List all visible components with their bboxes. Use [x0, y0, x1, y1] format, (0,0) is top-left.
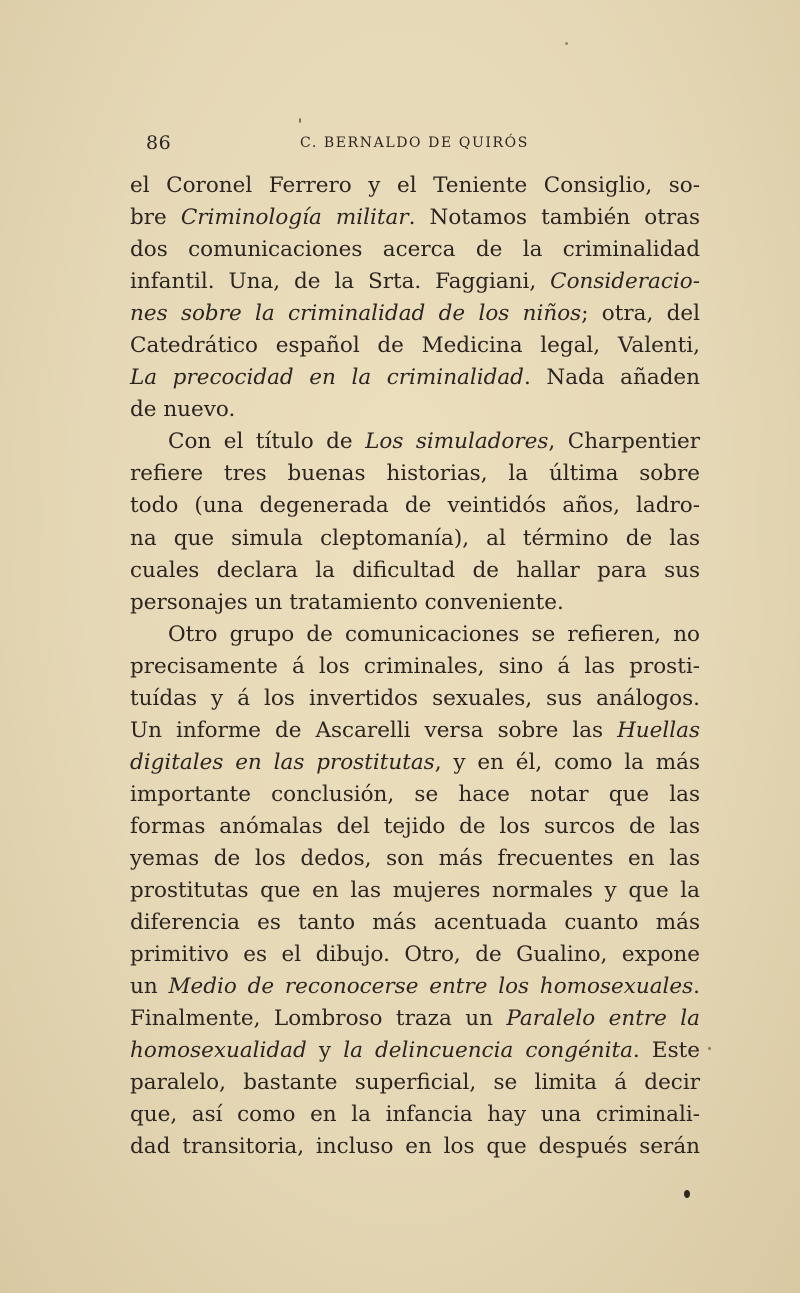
text-segment: tuídas y á los invertidos sexuales, sus análogos.: [130, 685, 700, 711]
italic-title-segment: Criminología militar: [180, 205, 409, 231]
text-segment: yemas de los dedos, son más frecuentes en las: [130, 845, 700, 871]
text-segment: de nuevo.: [130, 397, 236, 423]
text-segment: diferencia es tanto más acentuada cuanto más: [130, 910, 700, 936]
text-line: [130, 587, 700, 619]
text-segment: Con el título de: [168, 429, 366, 455]
text-segment: importante conclusión, se hace notar que las: [130, 781, 700, 807]
text-segment: todo (una degenerada de veintidós años, ladro-: [130, 493, 700, 519]
ink-speck: [299, 118, 301, 123]
text-segment: formas anómalas del tejido de los surcos de las: [130, 813, 700, 839]
italic-title-segment: Consideracio-: [550, 269, 700, 295]
italic-title-segment: La precocidad en la criminalidad: [130, 365, 524, 391]
text-line: [130, 523, 700, 555]
text-segment: precisamente á los criminales, sino á las prosti-: [130, 653, 700, 679]
text-line: [130, 843, 700, 875]
text-segment: dos comunicaciones acerca de la criminalidad: [130, 237, 700, 263]
text-line: [130, 1131, 700, 1163]
text-segment: dad transitoria, incluso en los que después serán: [130, 1134, 700, 1160]
text-line: [130, 458, 700, 490]
italic-title-segment: Medio de reconocerse entre los homosexuales: [168, 974, 694, 1000]
text-line: [130, 779, 700, 811]
text-segment: . Notamos también otras: [408, 205, 700, 231]
text-segment: personajes un tratamiento conveniente.: [130, 589, 564, 615]
text-segment: , y en él, como la más: [434, 749, 701, 775]
text-segment: , Charpentier: [548, 429, 700, 455]
text-segment: ; otra, del: [581, 301, 701, 327]
text-line: [130, 1099, 700, 1131]
italic-title-segment: digitales en las prostitutas: [130, 749, 435, 775]
page-header: [146, 132, 566, 156]
text-line: [130, 971, 700, 1003]
italic-title-segment: la delincuencia congénita: [343, 1038, 633, 1064]
text-line: [130, 490, 700, 522]
text-segment: .: [693, 974, 700, 1000]
text-line: [130, 170, 700, 202]
text-line: [130, 619, 700, 651]
body-text: [130, 170, 700, 1163]
text-line: [130, 747, 700, 779]
ink-speck: [708, 1047, 711, 1050]
text-line: [130, 426, 700, 458]
text-line: [130, 555, 700, 587]
text-line: [130, 1003, 700, 1035]
text-line: [130, 266, 700, 298]
text-segment: Otro grupo de comunicaciones se refieren, no: [168, 621, 700, 647]
text-segment: bre: [130, 205, 181, 231]
ink-speck: [684, 1190, 690, 1198]
text-line: [130, 683, 700, 715]
text-line: [130, 1035, 700, 1067]
italic-title-segment: Huellas: [617, 717, 700, 743]
ink-speck: [565, 42, 568, 45]
text-line: [130, 330, 700, 362]
text-segment: un: [130, 974, 169, 1000]
running-head: C. BERNALDO DE QUIRÓS: [300, 135, 529, 151]
text-segment: prostitutas que en las mujeres normales y que la: [130, 878, 700, 904]
text-segment: cuales declara la dificultad de hallar para sus: [130, 557, 700, 583]
text-segment: paralelo, bastante superficial, se limita á decir: [130, 1070, 700, 1096]
text-segment: . Nada añaden: [523, 365, 700, 391]
text-line: [130, 715, 700, 747]
text-segment: na que simula cleptomanía), al término de las: [130, 525, 700, 551]
text-line: [130, 939, 700, 971]
text-segment: Un informe de Ascarelli versa sobre las: [130, 717, 618, 743]
text-segment: Catedrático español de Medicina legal, Valenti,: [130, 333, 700, 359]
text-line: [130, 875, 700, 907]
text-segment: primitivo es el dibujo. Otro, de Gualino, expone: [130, 942, 700, 968]
text-line: [130, 202, 700, 234]
italic-title-segment: homosexualidad: [130, 1038, 307, 1064]
text-segment: refiere tres buenas historias, la última sobre: [130, 461, 700, 487]
page-number: 86: [146, 132, 172, 154]
italic-title-segment: nes sobre la criminalidad de los niños: [130, 301, 582, 327]
text-line: [130, 1067, 700, 1099]
text-segment: infantil. Una, de la Srta. Faggiani,: [130, 269, 551, 295]
text-line: [130, 811, 700, 843]
text-line: [130, 394, 700, 426]
text-segment: Finalmente, Lombroso traza un: [130, 1006, 507, 1032]
text-segment: el Coronel Ferrero y el Teniente Consiglio, so-: [130, 173, 700, 198]
italic-title-segment: Los simuladores: [365, 429, 549, 455]
text-line: [130, 362, 700, 394]
italic-title-segment: Paralelo entre la: [506, 1006, 700, 1032]
text-segment: . Este: [632, 1038, 700, 1064]
text-segment: que, así como en la infancia hay una criminali-: [130, 1102, 700, 1128]
text-line: [130, 298, 700, 330]
text-segment: y: [306, 1038, 344, 1064]
text-line: [130, 234, 700, 266]
text-line: [130, 651, 700, 683]
text-line: [130, 907, 700, 939]
